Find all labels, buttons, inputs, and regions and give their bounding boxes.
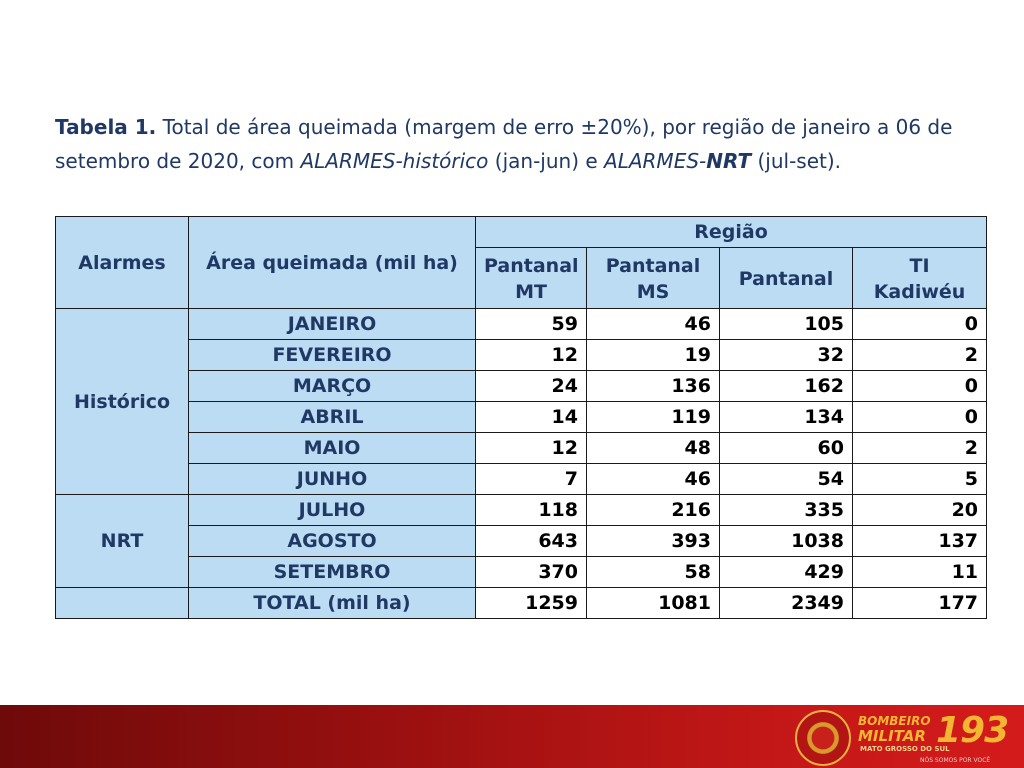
header-col-mt bbox=[476, 248, 587, 309]
caption-label: Tabela 1. bbox=[55, 115, 157, 139]
header-area: Área queimada (mil ha) bbox=[189, 217, 476, 309]
brand-tagline: NÓS SOMOS POR VOCÊ bbox=[920, 757, 991, 764]
table-row bbox=[56, 557, 987, 588]
cell-pantanal: 162 bbox=[720, 371, 853, 402]
caption-text-b: (jan-jun) e bbox=[488, 149, 605, 173]
cell-mt: 7 bbox=[476, 464, 587, 495]
cell-mt: 643 bbox=[476, 526, 587, 557]
brand-state: MATO GROSSO DO SUL bbox=[860, 745, 950, 753]
table-caption bbox=[55, 110, 975, 178]
total-mt: 1259 bbox=[476, 588, 587, 619]
cell-ti: 2 bbox=[853, 340, 987, 371]
cell-ti: 0 bbox=[853, 309, 987, 340]
burned-area-table bbox=[55, 216, 987, 619]
table-row bbox=[56, 495, 987, 526]
brand-number: 193 bbox=[936, 710, 1009, 751]
cell-mt: 24 bbox=[476, 371, 587, 402]
caption-text-a: Total de área queimada (margem de erro ±20%), por região de janeiro a 06 de setembro de 2020, com bbox=[55, 115, 953, 173]
cell-pantanal: 1038 bbox=[720, 526, 853, 557]
header-col-ti bbox=[853, 248, 987, 309]
caption-italic-b-bold: NRT bbox=[706, 149, 752, 173]
cell-mt: 14 bbox=[476, 402, 587, 433]
row-month: ABRIL bbox=[189, 402, 476, 433]
header-col-ms bbox=[587, 248, 720, 309]
header-col-ms-line2: MS bbox=[636, 281, 670, 303]
header-alarmes: Alarmes bbox=[56, 217, 189, 309]
cell-ti: 137 bbox=[853, 526, 987, 557]
total-row bbox=[56, 588, 987, 619]
cell-mt: 12 bbox=[476, 340, 587, 371]
cell-mt: 12 bbox=[476, 433, 587, 464]
cell-ti: 20 bbox=[853, 495, 987, 526]
header-row-1 bbox=[56, 217, 987, 248]
row-month: FEVEREIRO bbox=[189, 340, 476, 371]
brand-line2: MILITAR bbox=[858, 727, 926, 745]
cell-ms: 48 bbox=[587, 433, 720, 464]
caption-italic-b-prefix: ALARMES- bbox=[604, 149, 707, 173]
cell-ti: 5 bbox=[853, 464, 987, 495]
row-month: JANEIRO bbox=[189, 309, 476, 340]
cell-ti: 2 bbox=[853, 433, 987, 464]
brand-line1: BOMBEIRO bbox=[858, 714, 931, 728]
cell-ms: 58 bbox=[587, 557, 720, 588]
caption-text-c: (jul-set). bbox=[751, 149, 842, 173]
row-month: MARÇO bbox=[189, 371, 476, 402]
cell-ms: 136 bbox=[587, 371, 720, 402]
header-col-ti-line2: Kadiwéu bbox=[873, 281, 966, 303]
table-row bbox=[56, 340, 987, 371]
header-col-mt-line2: MT bbox=[515, 281, 547, 303]
row-month: JULHO bbox=[189, 495, 476, 526]
table-row bbox=[56, 371, 987, 402]
cell-pantanal: 60 bbox=[720, 433, 853, 464]
cell-ms: 19 bbox=[587, 340, 720, 371]
cell-ms: 119 bbox=[587, 402, 720, 433]
group-nrt: NRT bbox=[56, 495, 189, 588]
header-col-pantanal bbox=[720, 248, 853, 309]
cell-ms: 46 bbox=[587, 309, 720, 340]
cell-pantanal: 335 bbox=[720, 495, 853, 526]
header-col-ms-line1: Pantanal bbox=[605, 255, 701, 277]
table-row bbox=[56, 402, 987, 433]
cell-mt: 370 bbox=[476, 557, 587, 588]
table-row bbox=[56, 464, 987, 495]
total-group-empty bbox=[56, 588, 189, 619]
row-month: SETEMBRO bbox=[189, 557, 476, 588]
total-pantanal: 2349 bbox=[720, 588, 853, 619]
caption-italic-a: ALARMES-histórico bbox=[300, 149, 489, 173]
row-month: AGOSTO bbox=[189, 526, 476, 557]
header-regiao: Região bbox=[476, 217, 987, 248]
table-row bbox=[56, 433, 987, 464]
cell-ti: 0 bbox=[853, 402, 987, 433]
total-ms: 1081 bbox=[587, 588, 720, 619]
cell-pantanal: 429 bbox=[720, 557, 853, 588]
header-col-pantanal-line1: Pantanal bbox=[738, 268, 834, 290]
header-col-mt-line1: Pantanal bbox=[484, 255, 579, 277]
cell-pantanal: 105 bbox=[720, 309, 853, 340]
cell-ti: 11 bbox=[853, 557, 987, 588]
cell-mt: 118 bbox=[476, 495, 587, 526]
total-label: TOTAL (mil ha) bbox=[189, 588, 476, 619]
cell-ms: 46 bbox=[587, 464, 720, 495]
header-col-ti-line1: TI bbox=[909, 255, 930, 277]
row-month: MAIO bbox=[189, 433, 476, 464]
cell-pantanal: 134 bbox=[720, 402, 853, 433]
total-ti: 177 bbox=[853, 588, 987, 619]
group-historico: Histórico bbox=[56, 309, 189, 495]
caption-italic-b bbox=[604, 149, 751, 173]
cell-ms: 393 bbox=[587, 526, 720, 557]
cell-mt: 59 bbox=[476, 309, 587, 340]
cell-ti: 0 bbox=[853, 371, 987, 402]
cell-ms: 216 bbox=[587, 495, 720, 526]
cell-pantanal: 54 bbox=[720, 464, 853, 495]
table-row bbox=[56, 309, 987, 340]
row-month: JUNHO bbox=[189, 464, 476, 495]
cell-pantanal: 32 bbox=[720, 340, 853, 371]
table-row bbox=[56, 526, 987, 557]
fire-department-seal-icon bbox=[795, 710, 851, 766]
